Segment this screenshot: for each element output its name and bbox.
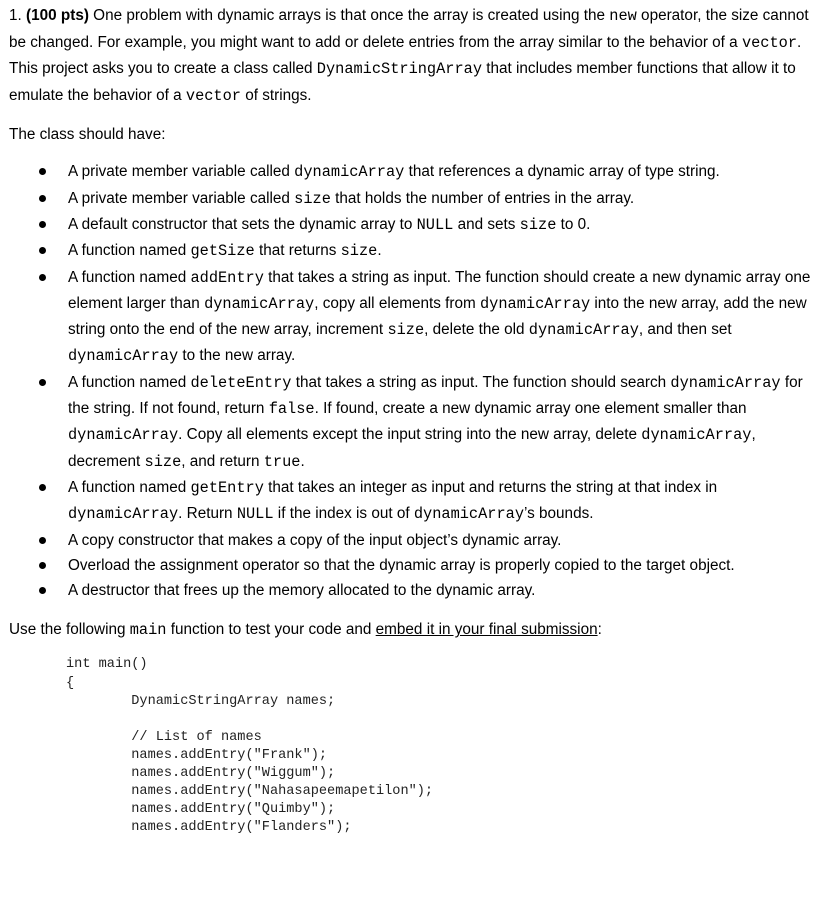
requirement-item [9,553,825,578]
code-term: size [294,189,331,208]
code-line: // List of names [66,729,262,745]
requirement-text: , and then set [638,321,732,339]
requirement-text: for the string. If not found, return [68,373,803,418]
requirement-text: , copy all elements from [314,294,480,312]
code-term: dynamicArray [528,321,639,340]
code-line [66,711,825,729]
code-term: NULL [416,215,454,234]
requirement-text: that takes a string as input. The function should search [291,373,671,391]
requirement-text: , decrement [68,426,756,470]
requirement-text: A function named [68,268,191,286]
requirement-text: . If found, create a new dynamic array one element smaller than [314,400,747,418]
code-term: dynamicArray [68,347,179,366]
code-term: size [519,215,557,234]
keyword-class-name: DynamicStringArray [316,60,483,79]
class-heading: The class should have: [9,126,166,144]
code-term: dynamicArray [204,294,315,313]
code-term: getSize [190,242,255,261]
requirement-text: that returns [254,242,341,260]
keyword-main: main [129,621,167,640]
requirement-item [9,159,825,185]
code-term: true [263,452,301,471]
requirement-item [9,578,825,603]
problem-intro [9,0,825,109]
code-line: { [66,675,75,691]
points-label: (100 pts) [26,7,89,24]
intro-text-4: that includes member functions that allow it to emulate the behavior of a [9,60,796,104]
requirement-text: that references a dynamic array of type string. [404,163,720,181]
requirement-item [9,370,825,475]
use-instructions [9,618,825,642]
requirement-text: , delete the old [424,321,529,339]
requirement-text: A default constructor that sets the dynamic array to [68,215,417,233]
requirement-item [9,528,825,553]
intro-text-5: of strings. [240,86,312,104]
code-line: names.addEntry("Quimby"); [66,802,336,818]
requirement-text: that holds the number of entries in the array. [330,189,635,207]
requirement-text: A copy constructor that makes a copy of the input object’s dynamic array. [68,531,562,549]
bullet-icon [39,562,46,569]
requirements-list [9,159,825,603]
code-line: names.addEntry("Frank"); [66,747,328,763]
requirement-text: A private member variable called [68,163,295,181]
problem-number: 1. [9,7,22,24]
code-term: dynamicArray [68,426,179,445]
requirement-item [9,212,825,238]
requirement-text: if the index is out of [273,505,414,523]
code-term: size [340,242,378,261]
bullet-icon [39,484,46,491]
bullet-icon [39,195,46,202]
requirement-text: A function named [68,373,191,391]
code-term: dynamicArray [68,505,179,524]
requirement-text: Overload the assignment operator so that the dynamic array is properly copied to the target object. [68,556,735,574]
code-term: NULL [236,505,274,524]
requirement-text: . Return [178,505,237,523]
keyword-new: new [609,7,637,25]
requirement-item [9,238,825,264]
intro-text-2: operator, the size cannot be changed. For example, you might want to add or delete entries from the array similar to the behavior of a [9,7,809,51]
intro-text-3: . This project asks you to create a class called [9,33,802,78]
requirement-text: , and return [181,452,264,470]
assignment-document [9,0,825,837]
code-line: DynamicStringArray names; [66,693,336,709]
use-text-2: function to test your code and [166,621,376,639]
bullet-icon [39,247,46,254]
use-text-3: : [597,621,602,639]
bullet-icon [39,221,46,228]
code-line: int main() [66,657,148,673]
requirement-text: that takes an integer as input and returns the string at that index in [263,478,718,496]
bullet-icon [39,168,46,175]
code-term: dynamicArray [641,426,752,445]
use-text-1: Use the following [9,621,130,639]
code-term: dynamicArray [670,373,781,392]
requirement-text: . Copy all elements except the input string into the new array, delete [178,426,642,444]
code-term: dynamicArray [480,294,591,313]
requirement-text: A destructor that frees up the memory allocated to the dynamic array. [68,582,536,600]
bullet-icon [39,587,46,594]
requirement-item [9,475,825,528]
requirement-text: A function named [68,242,191,260]
requirement-item [9,186,825,212]
code-term: dynamicArray [294,163,405,182]
requirement-text: to the new array. [178,347,296,365]
code-term: dynamicArray [413,505,525,524]
code-line: names.addEntry("Nahasapeemapetilon"); [66,784,434,800]
keyword-vector: vector [741,33,798,52]
requirement-text: ’s bounds. [524,505,594,523]
bullet-icon [39,274,46,281]
code-term: deleteEntry [190,373,292,392]
requirement-text: . [300,452,305,470]
requirement-text: into the new array, add the new string onto the end of the new array, increment [68,294,807,339]
code-term: false [268,400,315,419]
requirement-text: . [377,242,382,260]
code-term: size [144,452,182,471]
code-term: addEntry [190,268,264,287]
code-line: names.addEntry("Flanders"); [66,820,352,836]
bullet-icon [39,379,46,386]
code-line: names.addEntry("Wiggum"); [66,765,336,781]
code-term: getEntry [190,478,264,497]
embed-instruction: embed it in your final submission [375,621,598,639]
requirement-text: A function named [68,478,191,496]
requirement-text: that takes a string as input. The function should create a new dynamic array one element larger than [68,268,811,312]
bullet-icon [39,537,46,544]
intro-text-1: One problem with dynamic arrays is that once the array is created using the [88,7,610,24]
requirement-text: to 0. [556,215,591,233]
code-sample [66,656,825,837]
code-term: size [387,321,425,340]
requirement-text: and sets [453,215,520,233]
requirement-text: A private member variable called [68,189,295,207]
keyword-vector-2: vector [185,86,241,105]
requirement-item [9,265,825,370]
